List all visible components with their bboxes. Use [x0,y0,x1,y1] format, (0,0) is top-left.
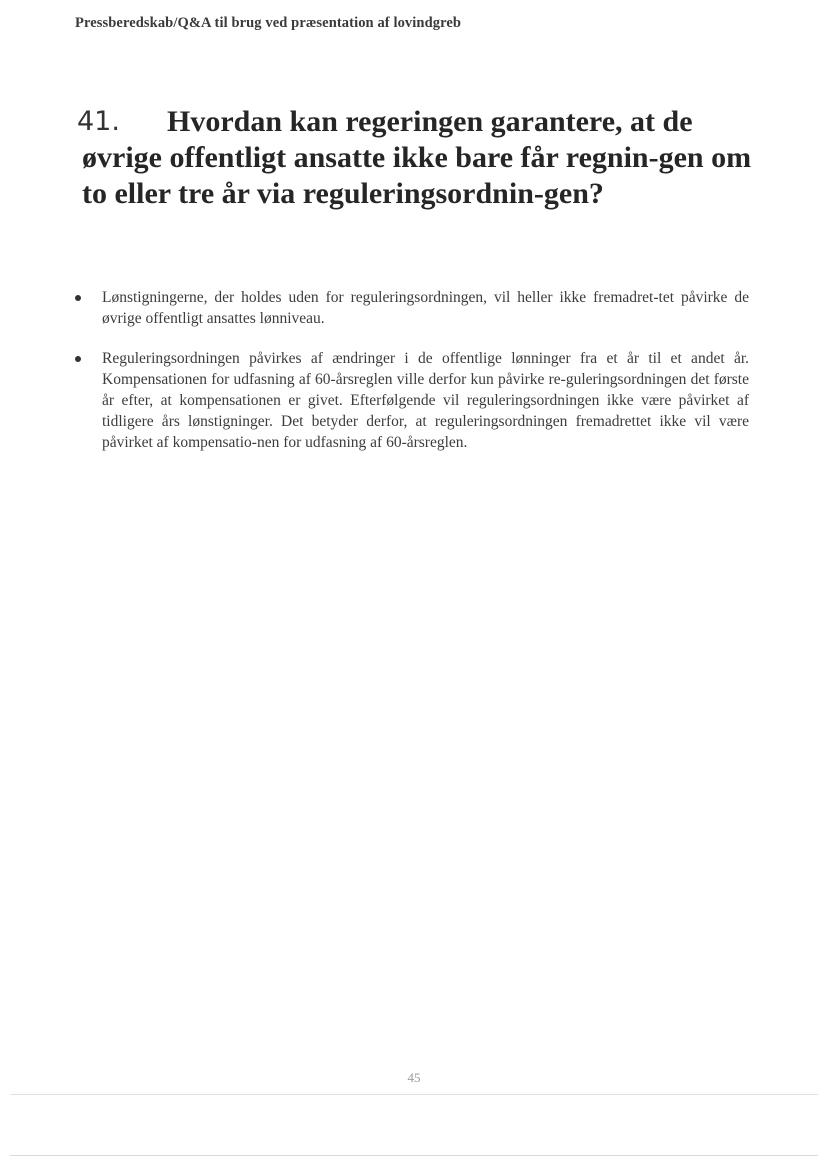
question-block [77,104,767,212]
bullet-icon [75,356,81,362]
page-bottom-divider [10,1155,818,1156]
bullet-icon [75,295,81,301]
answer-list [75,287,749,472]
footer-divider [10,1094,818,1095]
page-number: 45 [407,1070,421,1085]
answer-text: Lønstigningerne, der holdes uden for reguleringsordningen, vil heller ikke fremadret-tet påvirke de øvrige offentligt ansattes lønniveau. [102,289,749,327]
answer-item [75,348,749,453]
running-header: Pressberedskab/Q&A til brug ved præsentation af lovindgreb [75,15,462,31]
question-title: Hvordan kan regeringen garantere, at de øvrige offentligt ansatte ikke bare får regnin-gen om to eller tre år via reguleringsordnin-gen? [82,105,752,210]
answer-text: Reguleringsordningen påvirkes af ændringer i de offentlige lønninger fra et år til et andet år. Kompensationen for udfasning af 60-årsreglen ville derfor kun påvirke re-guleringsordningen det første år efter, at kompensationen er givet. Efterfølgende vil reguleringsordningen ikke være påvirket af tidligere års lønstigninger. Det betyder derfor, at reguleringsordningen fremadrettet ikke vil være påvirket af kompensatio-nen for udfasning af 60-årsreglen. [102,350,749,451]
answer-item [75,287,749,329]
question-number: 41. [77,106,120,137]
